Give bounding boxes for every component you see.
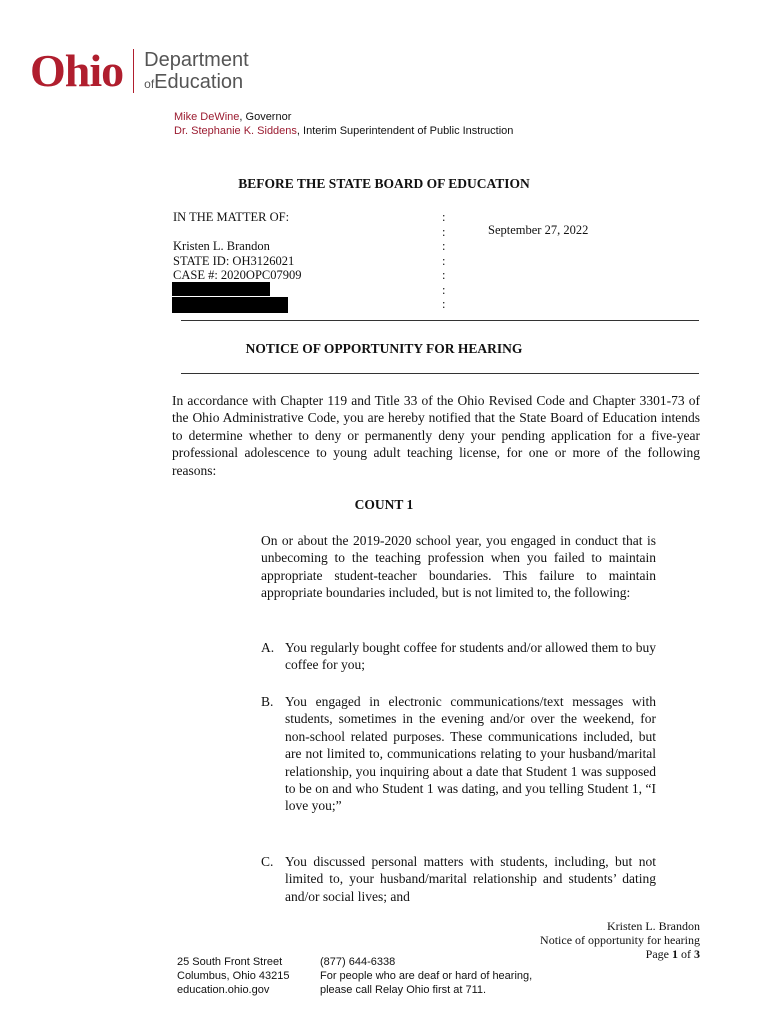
redaction-bar: [172, 297, 288, 313]
phone: (877) 644-6338: [320, 956, 396, 968]
item-text: You discussed personal matters with students, including, but not limited to, your husband/marital relationship and students’ dating and/or social lives; and: [285, 854, 656, 904]
list-item-a: [261, 639, 656, 675]
relay-line2: please call Relay Ohio first at 711.: [320, 984, 487, 996]
logo-divider: [133, 49, 134, 93]
list-item-c: [261, 853, 656, 907]
address-block: [177, 955, 290, 997]
superintendent-title: , Interim Superintendent of Public Instruction: [296, 125, 514, 137]
matter-block: [173, 210, 302, 283]
spacer: [173, 225, 302, 240]
running-footer: [540, 919, 700, 961]
superintendent-name: Dr. Stephanie K. Siddens: [174, 125, 297, 137]
contact-block: [320, 955, 532, 997]
street: 25 South Front Street: [177, 956, 283, 968]
governor-title: , Governor: [239, 111, 292, 123]
running-name: Kristen L. Brandon: [607, 919, 700, 933]
divider-rule: [181, 373, 699, 374]
logo-dept-line2: ofEducation: [144, 71, 244, 93]
running-title: Notice of opportunity for hearing: [540, 933, 700, 947]
matter-label: IN THE MATTER OF:: [173, 210, 290, 224]
board-title: BEFORE THE STATE BOARD OF EDUCATION: [238, 176, 530, 191]
divider-rule: [181, 320, 699, 321]
notice-title: NOTICE OF OPPORTUNITY FOR HEARING: [245, 341, 523, 356]
logo-department: [144, 50, 249, 92]
governor-line: [174, 110, 513, 124]
count-title: COUNT 1: [354, 497, 414, 512]
superintendent-line: [174, 124, 513, 138]
respondent-name: Kristen L. Brandon: [173, 239, 270, 253]
state-id: STATE ID: OH3126021: [173, 253, 295, 268]
logo-wordmark: Ohio: [30, 45, 124, 96]
item-letter: C.: [261, 854, 274, 869]
city: Columbus, Ohio 43215: [177, 970, 290, 982]
officials-block: [174, 110, 513, 138]
matter-colon-column: : : : : : : :: [442, 210, 446, 311]
intro-paragraph: In accordance with Chapter 119 and Title 33 of the Ohio Revised Code and Chapter 3301-73 of the Ohio Administrative Code, you are hereby notified that the State Board of Education intends to determine whether to deny or permanently deny your pending application for a five-year professional adolescence to young adult teaching license, for one or more of the following reasons:: [172, 393, 700, 478]
ohio-education-logo: [30, 45, 249, 96]
item-text: You regularly bought coffee for students and/or allowed them to buy coffee for you;: [285, 640, 656, 673]
case-number: CASE #: 2020OPC07909: [173, 268, 302, 282]
governor-name: Mike DeWine: [174, 111, 240, 123]
count-paragraph: On or about the 2019-2020 school year, you engaged in conduct that is unbecoming to the teaching profession when you failed to maintain appropriate student-teacher boundaries. This failure to maintain appropriate boundaries included, but is not limited to, the following:: [261, 533, 656, 601]
logo-dept-line1: Department: [144, 49, 249, 71]
item-text: You engaged in electronic communications/text messages with students, sometimes in the evening and/or over the weekend, for non-school related purposes. These communications included, but are not limited to, communications relating to your husband/marital relationship, you inquiring about a date that Student 1 was supposed to be on and who Student 1 was dating, and you telling Student 1, “I love you;”: [285, 694, 656, 814]
list-item-b: [261, 693, 656, 838]
relay-line1: For people who are deaf or hard of hearing,: [320, 970, 533, 982]
redaction-bar: [172, 282, 270, 296]
page-number: Page 1 of 3: [645, 947, 700, 961]
item-letter: B.: [261, 694, 274, 709]
item-letter: A.: [261, 640, 275, 655]
notice-date: September 27, 2022: [488, 223, 589, 237]
website-link[interactable]: education.ohio.gov: [177, 984, 270, 996]
